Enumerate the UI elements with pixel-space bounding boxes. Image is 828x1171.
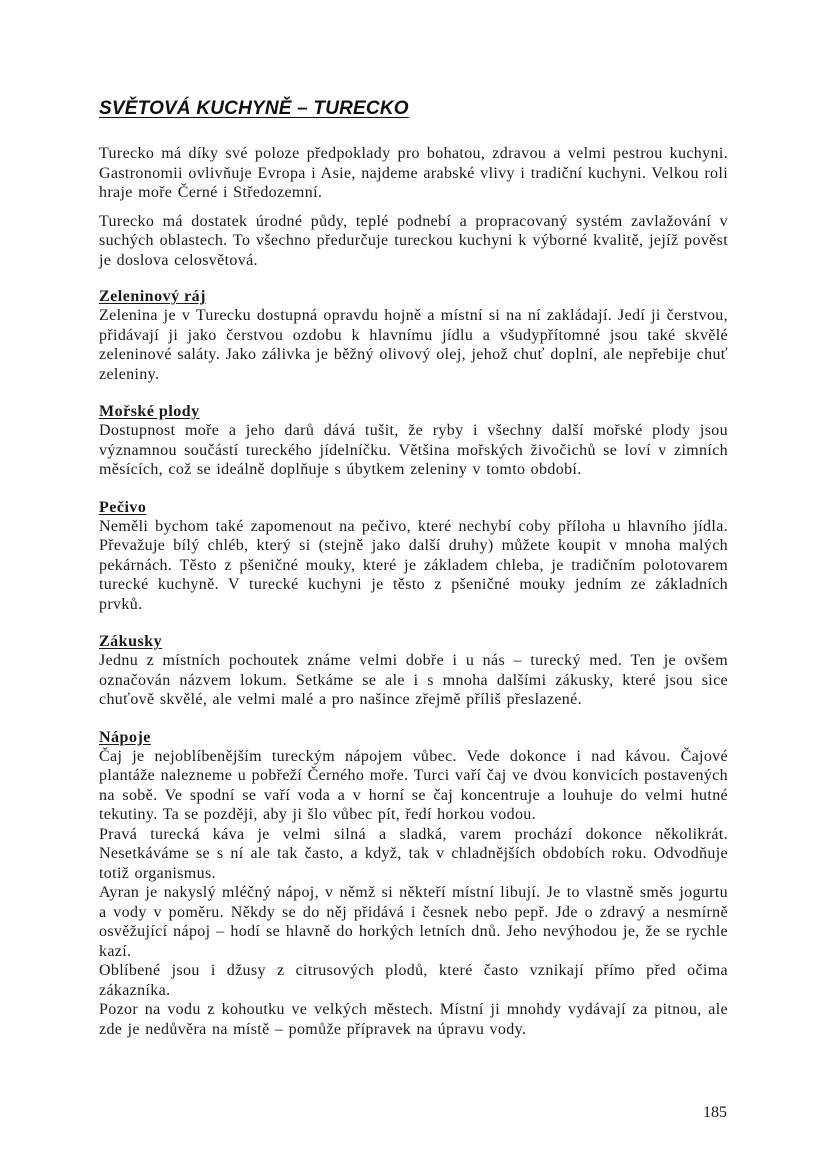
section-paragraph: Ayran je nakyslý mléčný nápoj, v němž si někteří místní libují. Je to vlastně směs jogurtu a vody v poměru. Někdy se do něj přidává i česnek nebo pepř. Jde o zdravý a nesmírně osvěžující nápoj – hodí se hlavně do horkých letních dnů. Jeho nevýhodou je, že se rychle kazí. xyxy=(99,884,728,960)
intro-paragraph: Turecko má dostatek úrodné půdy, teplé podnebí a propracovaný systém zavlažování v suchých oblastech. To všechno předurčuje tureckou kuchyni k výborné kvalitě, jejíž pověst je doslova celosvětová. xyxy=(99,212,728,269)
section-paragraph: Neměli bychom také zapomenout na pečivo, které nechybí coby příloha u hlavního jídla. Převažuje bílý chléb, který si (stejně jako další druhy) můžete koupit v mnoha malých pekárnách. Těsto z pšeničné mouky, které je základem chleba, je tradičním polotovarem turecké kuchyně. V turecké kuchyni je těsto z pšeničné mouky jedním ze základních prvků. xyxy=(99,517,728,613)
section-heading: Pečivo xyxy=(99,498,147,516)
section-vegetables xyxy=(99,287,728,384)
document-body xyxy=(99,144,728,1039)
section-bread xyxy=(99,498,728,615)
section-paragraph: Pravá turecká káva je velmi silná a sladká, varem prochází dokonce několikrát. Nesetkáváme se s ní ale tak často, a když, tak v chladnějších obdobích roku. Odvodňuje totiž organismus. xyxy=(99,825,728,882)
section-paragraph: Oblíbené jsou i džusy z citrusových plodů, které často vznikají přímo před očima zákazníka. xyxy=(99,962,728,999)
page-number: 185 xyxy=(703,1104,727,1121)
section-paragraph: Jednu z místních pochoutek známe velmi dobře i u nás – turecký med. Ten je ovšem označován názvem lokum. Setkáme se ale i s mnoha dalšími zákusky, které jsou sice chuťově skvělé, ale velmi malé a pro našince zřejmě příliš přeslazené. xyxy=(99,652,728,708)
section-seafood xyxy=(99,402,728,480)
section-heading: Zákusky xyxy=(99,633,163,650)
section-paragraph: Dostupnost moře a jeho darů dává tušit, že ryby i všechny další mořské plody jsou významnou součástí tureckého jídelníčku. Většina mořských živočichů se loví v zimních měsících, což se ideálně doplňuje s úbytkem zeleniny v tomto období. xyxy=(99,422,728,478)
section-paragraph: Čaj je nejoblíbenějším tureckým nápojem vůbec. Vede dokonce i nad kávou. Čajové plantáže nalezneme u pobřeží Černého moře. Turci vaří čaj ve dvou konvicích postavených na sobě. Ve spodní se vaří voda a v horní se čaj koncentruje a louhuje do velmi hutné tekutiny. Ta se později, aby ji šlo vůbec pít, ředí horkou vodou. xyxy=(99,747,728,823)
section-desserts xyxy=(99,632,728,710)
section-heading: Mořské plody xyxy=(99,403,200,420)
page-title: SVĚTOVÁ KUCHYNĚ – TURECKO xyxy=(99,98,409,119)
section-paragraph: Zelenina je v Turecku dostupná opravdu hojně a místní si na ní zakládají. Jedí ji čerstvou, přidávají ji jako čerstvou ozdobu k hlavnímu jídlu a všudypřítomné jsou také skvělé zeleninové saláty. Jako zálivka je běžný olivový olej, jehož chuť doplní, ale nepřebije chuť zeleniny. xyxy=(99,307,728,383)
section-heading: Nápoje xyxy=(99,728,151,746)
intro-paragraph: Turecko má díky své poloze předpoklady pro bohatou, zdravou a velmi pestrou kuchyni. Gastronomii ovlivňuje Evropa i Asie, najdeme arabské vlivy i tradiční kuchyni. Velkou roli hraje moře Černé i Středozemní. xyxy=(99,145,728,201)
section-paragraph: Pozor na vodu z kohoutku ve velkých městech. Místní ji mnohdy vydávají za pitnou, ale zde je nedůvěra na místě – pomůže přípravek na úpravu vody. xyxy=(99,1001,728,1038)
section-drinks xyxy=(99,728,728,1040)
section-heading: Zeleninový ráj xyxy=(99,288,206,305)
